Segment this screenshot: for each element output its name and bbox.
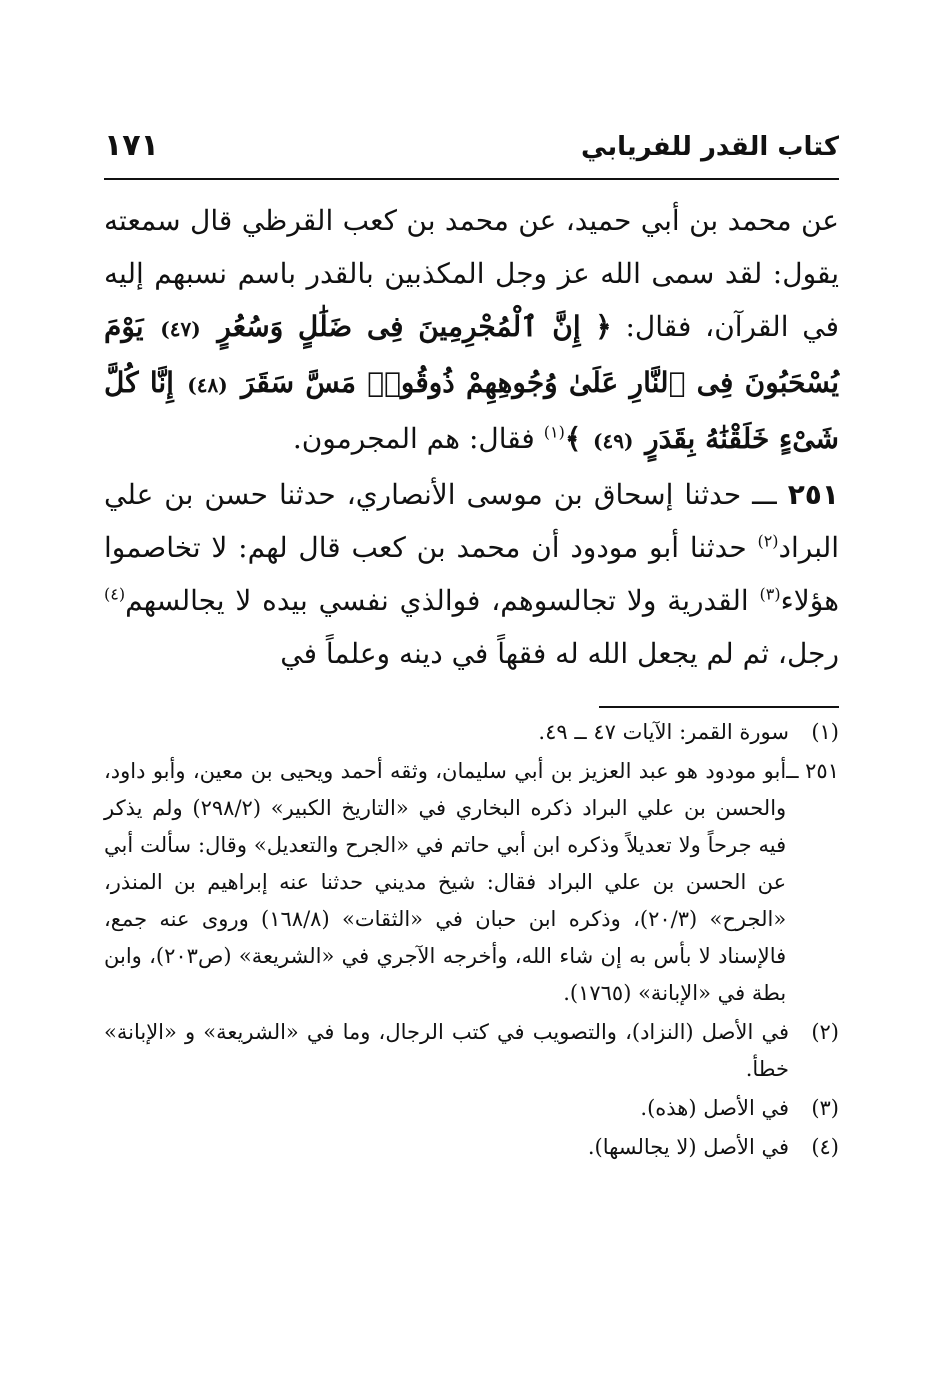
paragraph-outro: فقال: هم المجرمون. bbox=[292, 422, 535, 455]
footnote-text: في الأصل (لا يجالسها). bbox=[587, 1135, 789, 1159]
footnote-text: أبو مودود هو عبد العزيز بن أبي سليمان، وثقه أحمد ويحيى بن معين، وأبو داود، والحسن بن علي البراد ذكره البخاري في «التاريخ الكبير» (٢٩٨/٢) ولم يذكر فيه جرحاً ولا تعديلاً وذكره ابن أبي حاتم في «الجرح والتعديل» وقال: سألت أبي عن الحسن بن علي البراد فقال: شيخ مديني حدثنا عنه إبراهيم بن المنذر، «الجرح» (٢٠/٣)، وذكره ابن حبان في «الثقات» (١٦٨/٨) وروى عنه جمع، فالإسناد لا بأس به إن شاء الله، وأخرجه الآجري في «الشريعة» (ص٢٠٣)، وابن بطة في «الإبانة» (١٧٦٥). bbox=[104, 759, 787, 1005]
quran-close-bracket: ﴾ bbox=[564, 422, 582, 455]
footnote-ref-4: (٤) bbox=[104, 584, 126, 604]
ayah-number-48-value: ٤٨ bbox=[196, 373, 219, 397]
main-text bbox=[104, 194, 839, 680]
footnote-text: في الأصل (هذه). bbox=[640, 1096, 789, 1120]
footnote-text: سورة القمر: الآيات ٤٧ ــ ٤٩. bbox=[538, 720, 789, 744]
footnote-3 bbox=[104, 1090, 839, 1127]
ayah-number-49: (٤٩) bbox=[592, 429, 634, 453]
book-page bbox=[104, 128, 839, 1166]
footnote-hadith-251 bbox=[104, 753, 839, 1012]
book-title: كتاب القدر للفريابي bbox=[581, 132, 839, 162]
footnotes bbox=[104, 714, 839, 1166]
hadith-text-2: حدثنا أبو مودود أن محمد بن كعب قال لهم: لا تخاصموا هؤلاء bbox=[104, 531, 839, 617]
footnote-1 bbox=[104, 714, 839, 751]
footnote-ref-2: (٢) bbox=[757, 531, 779, 551]
quran-open-bracket: ﴿ bbox=[595, 310, 612, 343]
footnote-mark: (١) bbox=[811, 720, 839, 744]
footnote-2 bbox=[104, 1014, 839, 1088]
hadith-paragraph bbox=[104, 468, 839, 680]
page-number: ١٧١ bbox=[104, 128, 159, 163]
footnote-mark: (٣) bbox=[811, 1096, 839, 1120]
hadith-text-4: رجل، ثم لم يجعل الله له فقهاً في دينه وعلماً في bbox=[280, 637, 839, 670]
hadith-number: ٢٥١ bbox=[787, 478, 839, 511]
quran-verse-49: إِنَّا كُلَّ شَىْءٍ خَلَقْنَٰهُ بِقَدَرٍ bbox=[104, 366, 839, 455]
footnote-separator bbox=[599, 706, 839, 708]
hadith-dash: ـــ bbox=[752, 478, 777, 511]
footnote-mark: ٢٥١ ــ bbox=[786, 759, 839, 783]
hadith-text-3: القدرية ولا تجالسوهم، فوالذي نفسي بيده لا يجالسهم bbox=[125, 584, 749, 617]
footnote-text: في الأصل (النزاد)، والتصويب في كتب الرجال، وما في «الشريعة» و «الإبانة» خطأ. bbox=[104, 1020, 789, 1081]
quran-verse-48: يَوْمَ يُسْحَبُونَ فِى ٱلنَّارِ عَلَىٰ وُجُوهِهِمْ ذُوقُوا۟ مَسَّ سَقَرَ bbox=[104, 310, 840, 399]
quran-verse-47: إِنَّ ٱلْمُجْرِمِينَ فِى ضَلَٰلٍ وَسُعُرٍ bbox=[217, 310, 581, 343]
ayah-number-47-value: ٤٧ bbox=[169, 317, 192, 341]
footnote-4 bbox=[104, 1129, 839, 1166]
hadith-text-1: حدثنا إسحاق بن موسى الأنصاري، حدثنا حسن بن علي البراد bbox=[104, 478, 840, 564]
paragraph-quran-citation bbox=[104, 194, 839, 468]
running-header bbox=[104, 128, 839, 180]
ayah-number-47: (٤٧) bbox=[160, 317, 201, 341]
footnote-ref-3: (٣) bbox=[759, 584, 781, 604]
paragraph-intro: عن محمد بن أبي حميد، عن محمد بن كعب القرظي قال سمعته يقول: لقد سمى الله عز وجل المكذبين بالقدر باسم نسبهم إليه في القرآن، فقال: bbox=[104, 204, 839, 343]
footnote-mark: (٢) bbox=[811, 1020, 839, 1044]
ayah-number-48: (٤٨) bbox=[187, 373, 228, 397]
footnote-mark: (٤) bbox=[811, 1135, 839, 1159]
footnote-ref-1: (١) bbox=[543, 422, 565, 442]
ayah-number-49-value: ٤٩ bbox=[602, 429, 624, 453]
